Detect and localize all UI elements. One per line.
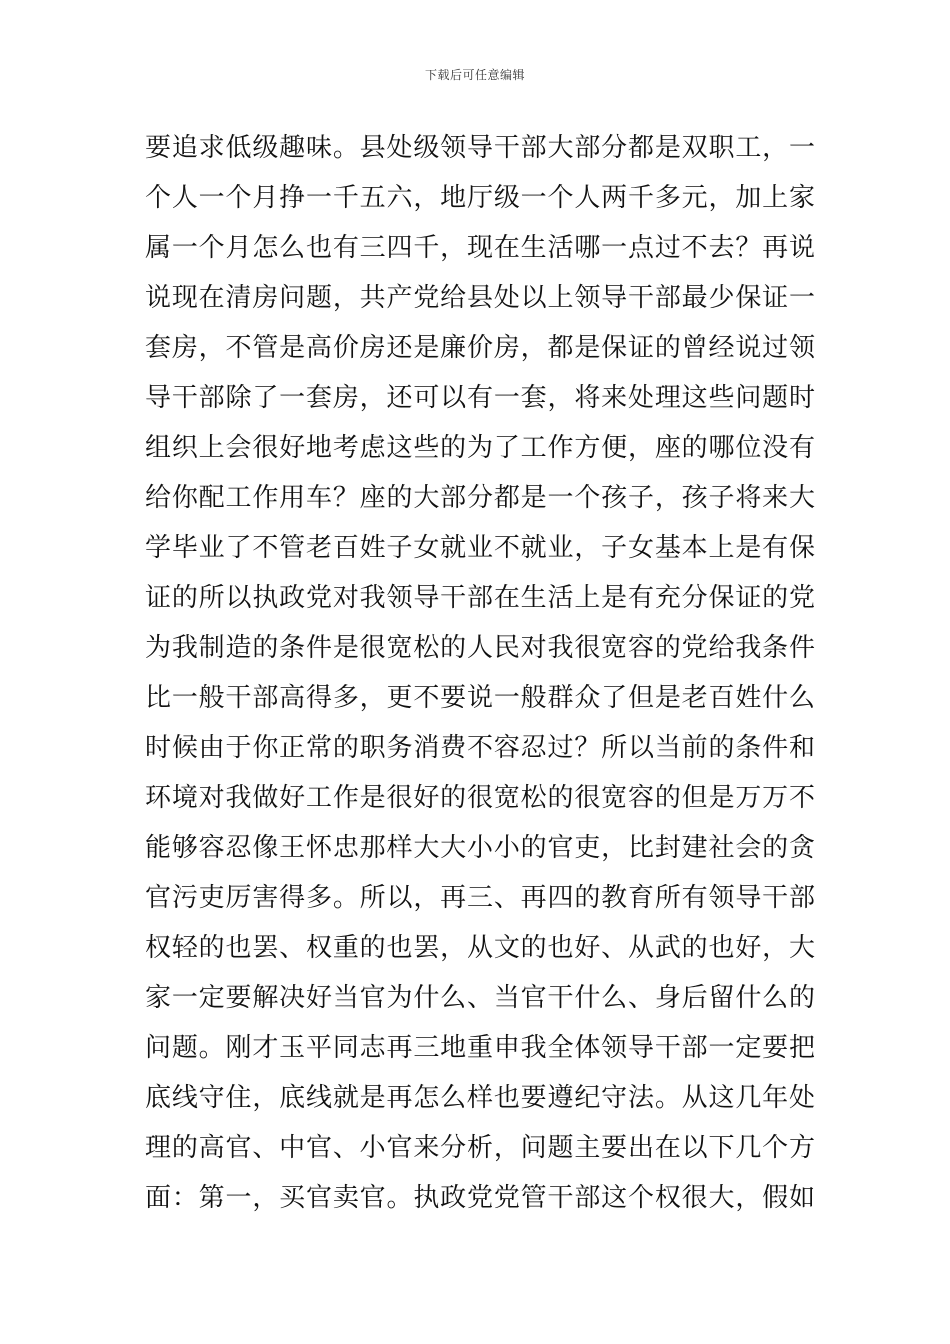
- text-line: 套房，不管是高价房还是廉价房，都是保证的曾经说过领: [145, 333, 815, 363]
- body-text: [145, 130, 815, 1230]
- text-line: 面：第一，买官卖官。执政党党管干部这个权很大，假如: [145, 1183, 815, 1213]
- text-line: 官污吏厉害得多。所以，再三、再四的教育所有领导干部: [145, 883, 815, 913]
- text-line: 为我制造的条件是很宽松的人民对我很宽容的党给我条件: [145, 633, 815, 663]
- text-line: 问题。刚才玉平同志再三地重申我全体领导干部一定要把: [145, 1033, 815, 1063]
- text-line: 权轻的也罢、权重的也罢，从文的也好、从武的也好，大: [145, 933, 815, 963]
- text-line: 个人一个月挣一千五六，地厅级一个人两千多元，加上家: [145, 183, 815, 213]
- text-line: 说现在清房问题，共产党给县处以上领导干部最少保证一: [145, 283, 815, 313]
- text-line: 家一定要解决好当官为什么、当官干什么、身后留什么的: [145, 983, 815, 1013]
- text-line: 能够容忍像王怀忠那样大大小小的官吏，比封建社会的贪: [145, 833, 815, 863]
- text-line: 环境对我做好工作是很好的很宽松的很宽容的但是万万不: [145, 783, 815, 813]
- text-line: 比一般干部高得多，更不要说一般群众了但是老百姓什么: [145, 683, 815, 713]
- text-line: 导干部除了一套房，还可以有一套，将来处理这些问题时: [145, 383, 815, 413]
- text-line: 时候由于你正常的职务消费不容忍过？所以当前的条件和: [145, 733, 815, 763]
- text-line: 证的所以执政党对我领导干部在生活上是有充分保证的党: [145, 583, 815, 613]
- page-header-note: 下载后可任意编辑: [424, 68, 525, 82]
- text-line: 要追求低级趣味。县处级领导干部大部分都是双职工，一: [145, 133, 815, 163]
- text-line: 属一个月怎么也有三四千，现在生活哪一点过不去？再说: [145, 233, 815, 263]
- text-line: 底线守住，底线就是再怎么样也要遵纪守法。从这几年处: [145, 1083, 815, 1113]
- text-line: 给你配工作用车？座的大部分都是一个孩子，孩子将来大: [145, 483, 815, 513]
- text-line: 组织上会很好地考虑这些的为了工作方便，座的哪位没有: [145, 433, 815, 463]
- text-line: 理的高官、中官、小官来分析，问题主要出在以下几个方: [145, 1133, 815, 1163]
- text-line: 学毕业了不管老百姓子女就业不就业，子女基本上是有保: [145, 533, 815, 563]
